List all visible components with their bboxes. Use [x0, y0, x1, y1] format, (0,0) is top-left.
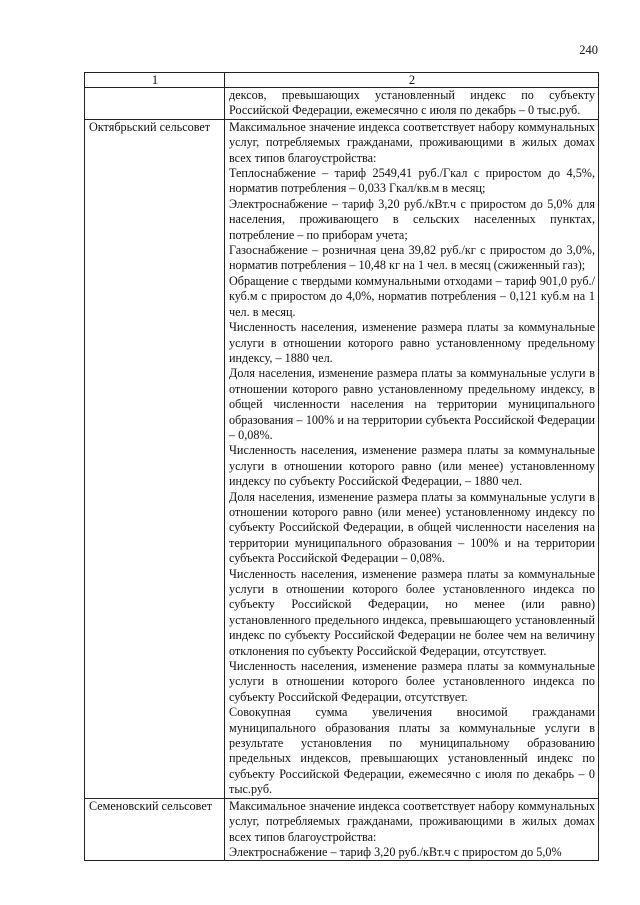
paragraph: Электроснабжение – тариф 3,20 руб./кВт.ч с приростом до 5,0%	[229, 844, 562, 859]
paragraph: Численность населения, изменение размера платы за коммунальные услуги в отношении которого равно (или менее) установленному индексу по субъекту Российской Федерации, – 1880 чел.	[229, 443, 595, 489]
paragraph: Доля населения, изменение размера платы за коммунальные услуги в отношении которого равно (или менее) установленному индексу по субъекту Российской Федерации, в общей численности населения на территории муниципального образования – 100% и на территории субъекта Российской Федерации – 0,08%.	[229, 489, 595, 566]
paragraph: Максимальное значение индекса соответствует набору коммунальных услуг, потребляемых гражданами, проживающими в жилых домах всех типов благоустройства:	[229, 798, 595, 844]
paragraph: Численность населения, изменение размера платы за коммунальные услуги в отношении которого более установленного индекса по субъекту Российской Федерации, отсутствует.	[229, 659, 595, 704]
row-content	[225, 798, 599, 861]
paragraph: Электроснабжение – тариф 3,20 руб./кВт.ч с приростом до 5,0% для населения, проживающего в сельских населенных пунктах, потребление – по приборам учета;	[229, 196, 595, 242]
table-row	[85, 798, 599, 861]
paragraph: Численность населения, изменение размера платы за коммунальные услуги в отношении которого более установленного индекса по субъекту Российской Федерации, но менее (или равно) установленного предельного индекса, превышающего установленный индекс по субъекту Российской Федерации не более чем на величину отклонения по субъекту Российской Федерации, отсутствует.	[229, 566, 595, 658]
table-row	[85, 88, 599, 120]
paragraph: Доля населения, изменение размера платы за коммунальные услуги в отношении которого равно установленному предельному индексу, в общей численности населения на территории муниципального образования – 100% и на территории субъекта Российской Федерации – 0,08%.	[229, 366, 595, 442]
municipality-name: Октябрьский сельсовет	[85, 119, 225, 798]
paragraph: Газоснабжение – розничная цена 39,82 руб./кг с приростом до 3,0%, норматив потребления – 10,48 кг на 1 чел. в месяц (сжиженный газ);	[229, 243, 595, 273]
paragraph: Обращение с твердыми коммунальными отходами – тариф 901,0 руб./куб.м с приростом до 4,0%, норматив потребления – 0,121 куб.м на 1 чел. в месяц.	[229, 273, 595, 319]
paragraph: Численность населения, изменение размера платы за коммунальные услуги в отношении которого равно установленному предельному индексу, – 1880 чел.	[229, 320, 595, 365]
table-header-row	[85, 73, 599, 88]
paragraph: Максимальное значение индекса соответствует набору коммунальных услуг, потребляемых гражданами, проживающими в жилых домах всех типов благоустройства:	[229, 119, 595, 165]
page-number: 240	[579, 43, 598, 57]
municipality-name: Семеновский сельсовет	[85, 798, 225, 861]
row-content	[225, 119, 599, 798]
paragraph: Совокупная сумма увеличения вносимой гражданами муниципального образования платы за коммунальные услуги в результате установления по муниципальному образованию предельных индексов, превышающих установленный индекс по субъекту Российской Федерации, ежемесячно с июля по декабрь – 0 тыс.руб.	[229, 705, 595, 797]
row-content	[225, 88, 599, 120]
document-table	[84, 72, 599, 861]
table-row	[85, 119, 599, 798]
column-header-1: 1	[85, 73, 225, 88]
column-header-2: 2	[225, 73, 599, 88]
paragraph: Теплоснабжение – тариф 2549,41 руб./Гкал с приростом до 4,5%, норматив потребления – 0,033 Гкал/кв.м в месяц;	[229, 166, 595, 196]
municipality-name	[85, 88, 225, 120]
paragraph: дексов, превышающих установленный индекс по субъекту Российской Федерации, ежемесячно с июля по декабрь – 0 тыс.руб.	[229, 88, 595, 118]
